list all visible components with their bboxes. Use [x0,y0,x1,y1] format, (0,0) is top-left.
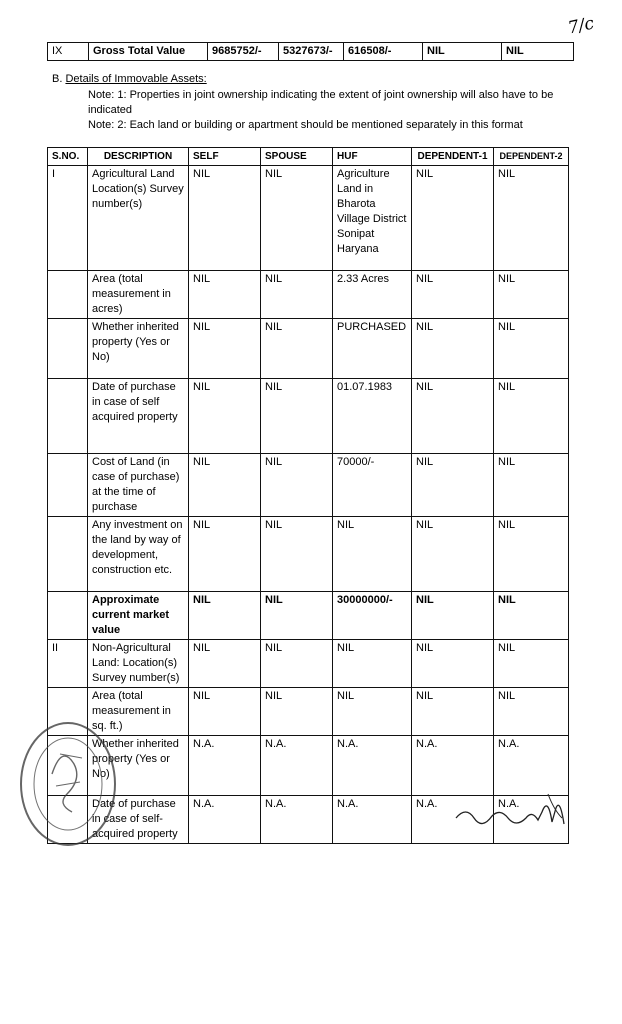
dependent2-cell: NIL [494,592,569,640]
huf-cell: 70000/- [333,454,412,517]
table-row [48,166,569,271]
spouse-cell: NIL [261,166,333,271]
description-cell: Agricultural Land Location(s) Survey number(s) [88,166,189,271]
header-dependent-2: DEPENDENT-2 [494,148,569,166]
dependent2-cell: NIL [494,271,569,319]
huf-value: 616508/- [344,43,423,61]
huf-cell: 2.33 Acres [333,271,412,319]
self-cell: NIL [189,454,261,517]
description-cell: Area (total measurement in sq. ft.) [88,688,189,736]
sno-cell [48,592,88,640]
gross-total-table [47,42,574,61]
description-cell: Approximate current market value [88,592,189,640]
spouse-cell: NIL [261,454,333,517]
sno-cell [48,319,88,379]
huf-cell: NIL [333,688,412,736]
dependent2-cell: NIL [494,166,569,271]
immovable-assets-table [47,147,569,844]
description-cell: Any investment on the land by way of development, construction etc. [88,517,189,592]
sno-cell [48,271,88,319]
dependent1-cell: NIL [412,592,494,640]
spouse-cell: NIL [261,640,333,688]
self-cell: NIL [189,319,261,379]
dependent1-cell: NIL [412,166,494,271]
dependent1-cell: NIL [412,319,494,379]
dependent2-cell: NIL [494,319,569,379]
table-row [48,688,569,736]
dependent1-value: NIL [423,43,502,61]
section-title: Details of Immovable Assets: [65,73,207,85]
self-cell: NIL [189,271,261,319]
spouse-cell: NIL [261,379,333,454]
dependent1-cell: NIL [412,640,494,688]
huf-cell: PURCHASED [333,319,412,379]
sno-cell [48,517,88,592]
table-row [48,592,569,640]
self-cell: NIL [189,640,261,688]
dependent2-cell: NIL [494,517,569,592]
spouse-cell: NIL [261,319,333,379]
sno-cell [48,379,88,454]
description-cell: Date of purchase in case of self-acquired property [88,796,189,844]
signature [452,788,570,833]
spouse-cell: NIL [261,592,333,640]
self-value: 9685752/- [208,43,279,61]
dependent1-cell: NIL [412,454,494,517]
huf-cell: N.A. [333,796,412,844]
dependent2-cell: NIL [494,379,569,454]
header-sno: S.NO. [48,148,88,166]
table-row [48,454,569,517]
sno-cell: I [48,166,88,271]
huf-cell: Agriculture Land in Bharota Village District Sonipat Haryana [333,166,412,271]
sno-cell [48,454,88,517]
dependent1-cell: NIL [412,517,494,592]
dependent1-cell: N.A. [412,736,494,796]
self-cell: NIL [189,517,261,592]
dependent1-cell: NIL [412,379,494,454]
dependent2-cell: N.A. [494,736,569,796]
header-description: DESCRIPTION [88,148,189,166]
table-row [48,379,569,454]
dependent1-cell: NIL [412,688,494,736]
header-huf: HUF [333,148,412,166]
description-cell: Whether inherited property (Yes or No) [88,319,189,379]
section-heading [52,72,207,87]
description-cell: Cost of Land (in case of purchase) at the time of purchase [88,454,189,517]
table-row [48,43,574,61]
notary-stamp [20,722,116,846]
dependent2-value: NIL [502,43,574,61]
dependent1-cell: N.A. [412,796,494,844]
note-2: Note: 2: Each land or building or apartment should be mentioned separately in this format [88,119,523,131]
header-self: SELF [189,148,261,166]
dependent2-cell: NIL [494,640,569,688]
self-cell: NIL [189,688,261,736]
sno-cell: II [48,640,88,688]
header-row [48,148,569,166]
dependent2-cell: N.A. [494,796,569,844]
table-row [48,517,569,592]
gross-total-label: Gross Total Value [89,43,208,61]
description-cell: Area (total measurement in acres) [88,271,189,319]
spouse-cell: NIL [261,688,333,736]
header-spouse: SPOUSE [261,148,333,166]
dependent2-cell: NIL [494,454,569,517]
description-cell: Date of purchase in case of self acquired property [88,379,189,454]
note-1: Note: 1: Properties in joint ownership indicating the extent of joint ownership will also have to be indicated [88,89,554,116]
spouse-value: 5327673/- [279,43,344,61]
sno-cell: IX [48,43,89,61]
self-cell: N.A. [189,796,261,844]
description-cell: Non-Agricultural Land: Location(s) Survey number(s) [88,640,189,688]
spouse-cell: N.A. [261,796,333,844]
header-dependent-1: DEPENDENT-1 [412,148,494,166]
page-number-mark: 7/c [566,13,596,39]
table-row [48,319,569,379]
table-row [48,271,569,319]
table-row [48,736,569,796]
section-prefix: B. [52,73,66,85]
self-cell: NIL [189,592,261,640]
spouse-cell: NIL [261,517,333,592]
table-row [48,640,569,688]
self-cell: NIL [189,166,261,271]
dependent2-cell: NIL [494,688,569,736]
huf-cell: NIL [333,640,412,688]
huf-cell: N.A. [333,736,412,796]
description-cell: Whether inherited property (Yes or No) [88,736,189,796]
huf-cell: NIL [333,517,412,592]
huf-cell: 30000000/- [333,592,412,640]
dependent1-cell: NIL [412,271,494,319]
self-cell: NIL [189,379,261,454]
self-cell: N.A. [189,736,261,796]
spouse-cell: NIL [261,271,333,319]
huf-cell: 01.07.1983 [333,379,412,454]
spouse-cell: N.A. [261,736,333,796]
